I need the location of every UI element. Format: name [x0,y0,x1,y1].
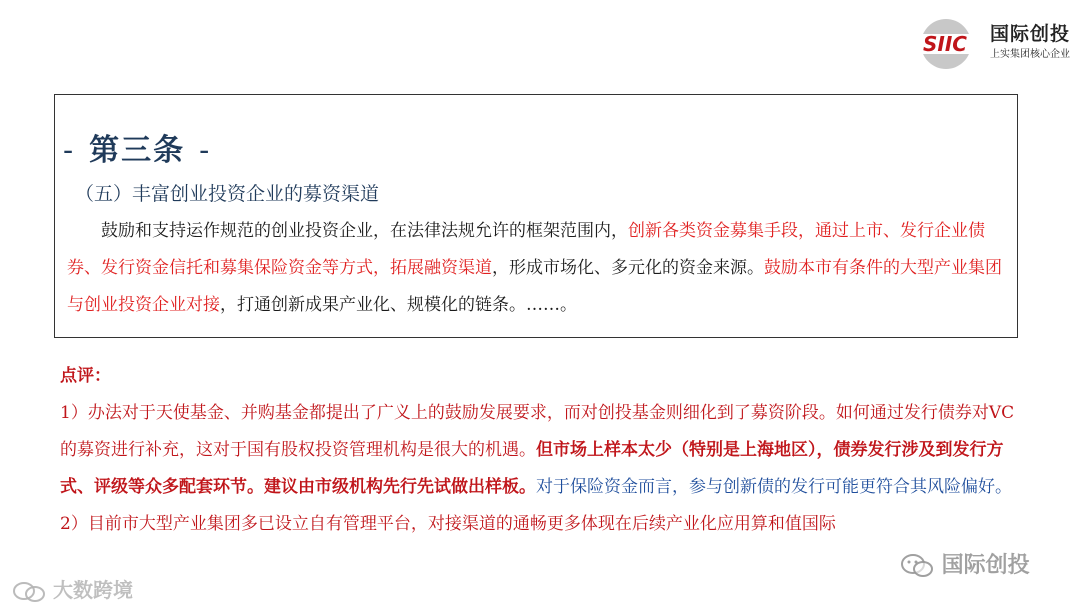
watermark-left-text: 大数跨境 [52,578,133,602]
article-title [63,125,211,169]
section-title: （五）丰富创业投资企业的募资渠道 [75,183,380,205]
watermark-right-text: 国际创投 [941,553,1030,578]
body-text: ，形成市场化、多元化的资金来源。 [492,258,764,278]
comment-block [60,358,1020,543]
title-right-dash: - [199,133,212,168]
logo-text [990,22,1070,62]
article-box [54,94,1018,338]
company-logo [910,14,1070,74]
comment-paragraph-1 [60,395,1020,506]
logo-name: 国际创投 [990,23,1071,45]
comment-emphasis: 但市场上样本太少（特别是上海地区），债券发行涉及到发行方式、评级等众多配套环节。建议由市级机构先行先试做出样板。 [60,440,1004,497]
watermark-right [900,548,1030,579]
comment-paragraph-2: 2）目前市大型产业集团多已设立自有管理平台，对接渠道的通畅更多体现在后续产业化应用算和值国际 [60,514,836,534]
chat-bubble-icon [12,580,46,604]
title-text: 第三条 [89,133,186,168]
body-highlight: 创新各类资金募集手段，通过上市、发行企业债券、发行资金信托和募集保险资金等方式，拓展融资渠道 [67,221,985,278]
logo-subtitle: 上实集团核心企业 [990,49,1070,60]
svg-text:SIIC: SIIC [923,32,967,56]
wechat-icon [900,553,934,579]
siic-logo-icon [910,18,980,70]
article-body [67,213,1007,324]
body-highlight: 鼓励本市有条件的大型产业集团与创业投资企业对接 [67,258,1002,315]
body-text: 鼓励和支持运作规范的创业投资企业，在法律法规允许的框架范围内， [101,221,628,241]
watermark-left [12,574,133,604]
comment-blue-text: 对于保险资金而言，参与创新债的发行可能更符合其风险偏好。 [536,477,1012,497]
body-text: ，打通创新成果产业化、规模化的链条。……。 [220,295,577,315]
comment-text: 1）办法对于天使基金、并购基金都提出了广义上的鼓励发展要求，而对创投基金则细化到了募资阶段。如何通过发行债券对VC的募资进行补充，这对于国有股权投资管理机构是很大的机遇。 [60,403,1015,460]
title-left-dash: - [63,133,76,168]
comment-label: 点评： [60,366,111,386]
